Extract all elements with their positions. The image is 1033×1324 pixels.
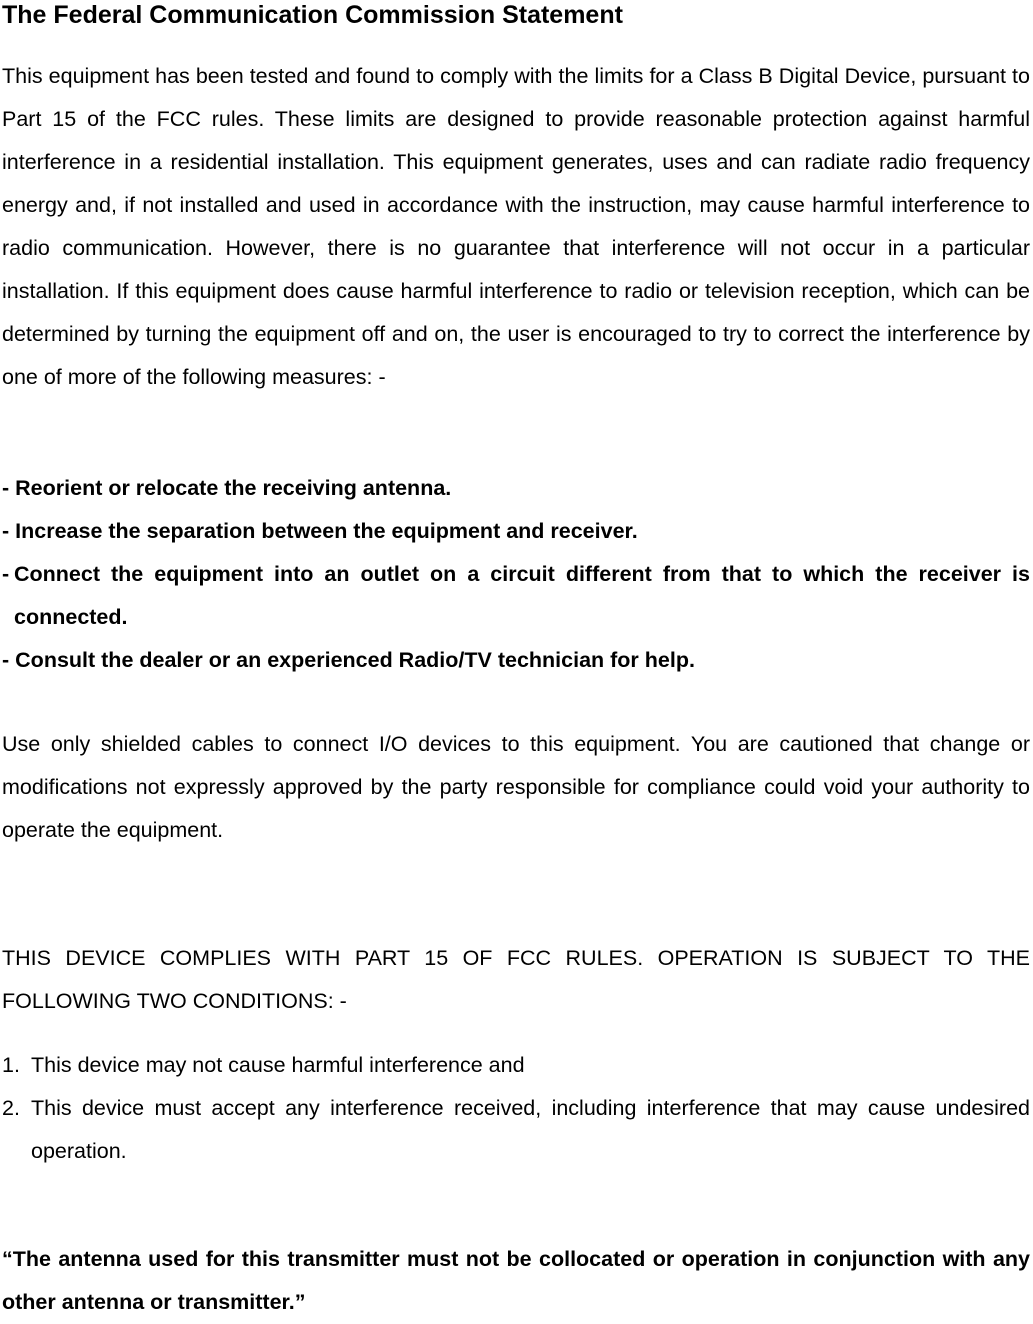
cables-paragraph: Use only shielded cables to connect I/O devices to this equipment. You are cautioned that change or modifications not expressly approved by the party responsible for compliance could void your authority to operate the equipment. [2,732,1030,842]
measure-text: Consult the dealer or an experienced Radio/TV technician for help. [15,648,695,672]
measure-item [2,553,1030,639]
intro-paragraph: This equipment has been tested and found to comply with the limits for a Class B Digital Device, pursuant to Part 15 of the FCC rules. These limits are designed to provide reasonable protection against harmful interference in a residential installation. This equipment generates, uses and can radiate radio frequency energy and, if not installed and used in accordance with the instruction, may cause harmful interference to radio communication. However, there is no guarantee that interference will not occur in a particular installation. If this equipment does cause harmful interference to radio or television reception, which can be determined by turning the equipment off and on, the user is encouraged to try to correct the interference by one of more of the following measures: - [2,64,1030,389]
condition-number: 2. [2,1096,20,1120]
measure-text: Reorient or relocate the receiving antenna. [15,476,452,500]
condition-number: 1. [2,1053,20,1077]
condition-text: This device must accept any interference received, including interference that may cause undesired operation. [31,1096,1030,1163]
measure-dash: - [2,519,10,543]
conditions-list [2,1044,1030,1173]
condition-text: This device may not cause harmful interference and [31,1053,525,1077]
measures-list [2,467,1030,682]
measure-text: Increase the separation between the equipment and receiver. [15,519,638,543]
document-title: The Federal Communication Commission Statement [2,1,623,29]
antenna-quote: “The antenna used for this transmitter must not be collocated or operation in conjunction with any other antenna or transmitter.” [2,1247,1030,1314]
measure-item [2,467,1030,510]
condition-item [2,1044,1030,1087]
condition-item [2,1087,1030,1173]
measure-dash: - [2,476,10,500]
compliance-statement: THIS DEVICE COMPLIES WITH PART 15 OF FCC RULES. OPERATION IS SUBJECT TO THE FOLLOWING TWO CONDITIONS: - [2,946,1030,1013]
measure-item [2,639,1030,682]
measure-item [2,510,1030,553]
measure-dash: - [2,648,10,672]
measure-dash: - [2,562,10,586]
measure-text: Connect the equipment into an outlet on a circuit different from that to which the receiver is connected. [14,562,1030,629]
